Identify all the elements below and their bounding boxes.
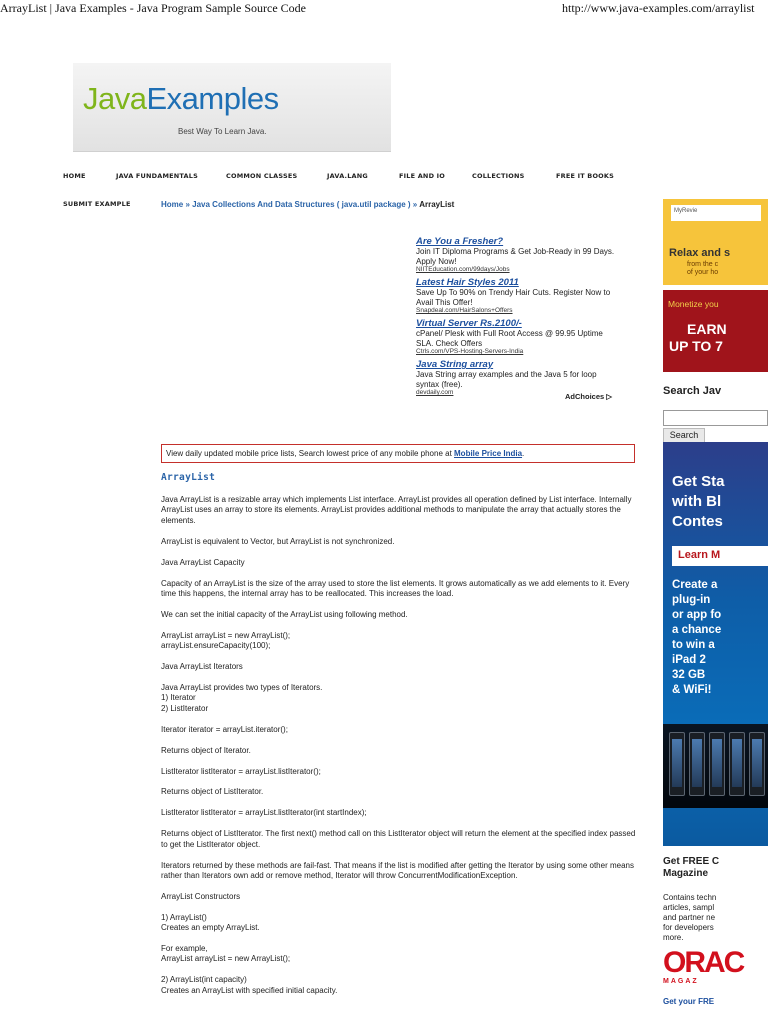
ad-desc: Java String array examples and the Java 5 for loop syntax (free).	[416, 370, 597, 389]
ad-desc: cPanel/ Plesk with Full Root Access @ 99.95 Uptime SLA. Check Offers	[416, 329, 603, 348]
ad-url[interactable]: devdaily.com	[416, 389, 454, 396]
article-title: ArrayList	[161, 472, 216, 483]
breadcrumb: Home » Java Collections And Data Structures ( java.util package ) » ArrayList	[161, 200, 455, 209]
breadcrumb-home[interactable]: Home	[161, 200, 184, 209]
text-ads	[416, 236, 616, 400]
ad-headline: Monetize you	[668, 299, 719, 309]
nav-collections[interactable]: COLLECTIONS	[472, 172, 525, 180]
ad-learn-more-button[interactable]: Learn M	[672, 546, 768, 566]
oracle-magazine-logo[interactable]: ORAC MAGAZ	[663, 946, 744, 985]
nav-java-lang[interactable]: JAVA.LANG	[327, 172, 368, 180]
article-paragraph: Capacity of an ArrayList is the size of the array used to store the list elements. It grows automatically as we add elements to it. Every time this happens, the internal array has to be reallocated. This increases the load.	[161, 578, 630, 598]
page-url: http://www.java-examples.com/arraylist	[562, 1, 755, 15]
article-paragraph: Returns object of ListIterator.	[161, 787, 264, 797]
tablet-icon	[669, 732, 685, 796]
breadcrumb-current: ArrayList	[419, 200, 455, 209]
article-paragraph: Java ArrayList Capacity	[161, 557, 245, 567]
get-free-link[interactable]: Get your FRE	[663, 997, 715, 1006]
article-paragraph: ArrayList is equivalent to Vector, but ArrayList is not synchronized.	[161, 536, 395, 546]
tablet-icon	[709, 732, 725, 796]
ad-title[interactable]: Are You a Fresher?	[416, 236, 504, 247]
ad-upto: UP TO 7	[669, 338, 723, 354]
ad-title[interactable]: Virtual Server Rs.2100/-	[416, 318, 522, 329]
article-paragraph: For example, ArrayList arrayList = new ArrayList();	[161, 944, 291, 964]
page-title: ArrayList | Java Examples - Java Program Sample Source Code	[0, 1, 306, 15]
tablet-icon	[749, 732, 765, 796]
article-body	[161, 495, 636, 1007]
site-logo[interactable]	[73, 63, 391, 152]
ad-earn: EARN	[687, 321, 727, 337]
ipad-image	[663, 724, 768, 808]
ad-url[interactable]: Ctrls.com/VPS-Hosting-Servers-India	[416, 348, 524, 355]
ad-body: Create a plug-in or app fo a chance to win a iPad 2 32 GB & WiFi!	[672, 579, 722, 696]
logo-tagline: Best Way To Learn Java.	[178, 127, 267, 136]
nav-java-fundamentals[interactable]: JAVA FUNDAMENTALS	[116, 172, 199, 180]
sidebar-search-input[interactable]	[663, 410, 768, 426]
text-ad	[416, 277, 616, 315]
article-paragraph: ListIterator listIterator = arrayList.listIterator();	[161, 766, 321, 776]
article-paragraph: Java ArrayList is a resizable array which implements List interface. ArrayList provides all operation defined by List interface. Internally ArrayList uses an array to store its elements. ArrayList provides additional methods to manipulate the array that actually stores the elements.	[161, 495, 632, 525]
article-paragraph: 2) ArrayList(int capacity) Creates an ArrayList with specified initial capacity.	[161, 975, 338, 995]
article-paragraph: Java ArrayList provides two types of Iterators. 1) Iterator 2) ListIterator	[161, 682, 323, 713]
ad-headline: Get Sta with Bl Contes	[672, 473, 725, 530]
article-paragraph: ArrayList Constructors	[161, 891, 241, 901]
ad-subtext: from the c of your ho	[687, 261, 719, 276]
adchoices-link[interactable]: AdChoices ▷	[565, 392, 613, 401]
nav-file-and-io[interactable]: FILE AND IO	[399, 172, 445, 180]
nav-home[interactable]: HOME	[63, 172, 86, 180]
article-paragraph: ListIterator listIterator = arrayList.listIterator(int startIndex);	[161, 808, 367, 818]
text-ad	[416, 236, 616, 274]
text-ad	[416, 318, 616, 356]
tablet-icon	[729, 732, 745, 796]
ad-url[interactable]: NIITEducation.com/99days/Jobs	[416, 266, 510, 273]
article-paragraph: Returns object of Iterator.	[161, 745, 251, 755]
mobile-price-notice: View daily updated mobile price lists, Search lowest price of any mobile phone at Mobile Price India.	[161, 444, 635, 463]
article-paragraph: We can set the initial capacity of the ArrayList using following method.	[161, 609, 408, 619]
nav-submit-example[interactable]: SUBMIT EXAMPLE	[63, 200, 131, 208]
sidebar-ad-monetize[interactable]	[663, 290, 768, 372]
ad-title[interactable]: Latest Hair Styles 2011	[416, 277, 519, 288]
tablet-icon	[689, 732, 705, 796]
logo-wordmark: JavaExamples	[83, 81, 279, 116]
ad-logo-text: MyRevie	[671, 205, 761, 221]
sidebar-search-title: Search Jav	[663, 385, 722, 397]
article-paragraph: Java ArrayList Iterators	[161, 662, 243, 672]
article-paragraph: ArrayList arrayList = new ArrayList(); arrayList.ensureCapacity(100);	[161, 630, 291, 651]
print-header	[0, 0, 768, 16]
ad-placeholder	[179, 232, 382, 402]
mobile-price-link[interactable]: Mobile Price India	[454, 449, 523, 458]
sidebar-ad-myreviews[interactable]	[663, 199, 768, 285]
article-paragraph: Iterators returned by these methods are fail-fast. That means if the list is modified after getting the Iterator by using some other means rather than Iterators own add or remove method, Iterator will throw ConcurrentModificationException.	[161, 860, 634, 880]
article-paragraph: Returns object of ListIterator. The first next() method call on this ListIterator object will return the element at the specified index passed to get the ListIterator object.	[161, 829, 636, 849]
nav-common-classes[interactable]: COMMON CLASSES	[226, 172, 298, 180]
sidebar-ad-blackberry[interactable]	[663, 442, 768, 846]
ad-desc: Join IT Diploma Programs & Get Job-Ready in 99 Days. Apply Now!	[416, 247, 615, 266]
ad-url[interactable]: Snapdeal.com/HairSalons+Offers	[416, 307, 513, 314]
nav-free-it-books[interactable]: FREE IT BOOKS	[556, 172, 615, 180]
right-sidebar	[663, 0, 768, 1024]
magazine-desc: Contains techn articles, sampl and partner ne for developers more.	[663, 893, 717, 942]
ad-headline: Relax and s	[669, 247, 731, 259]
ad-title[interactable]: Java String array	[416, 359, 494, 370]
magazine-title: Get FREE C Magazine	[663, 856, 720, 879]
article-paragraph: 1) ArrayList() Creates an empty ArrayList.	[161, 912, 260, 933]
article-paragraph: Iterator iterator = arrayList.iterator();	[161, 724, 288, 734]
breadcrumb-section[interactable]: Java Collections And Data Structures ( java.util package )	[192, 200, 411, 209]
ad-desc: Save Up To 90% on Trendy Hair Cuts. Register Now to Avail This Offer!	[416, 288, 611, 307]
sidebar-search-button[interactable]: Search	[663, 428, 705, 443]
